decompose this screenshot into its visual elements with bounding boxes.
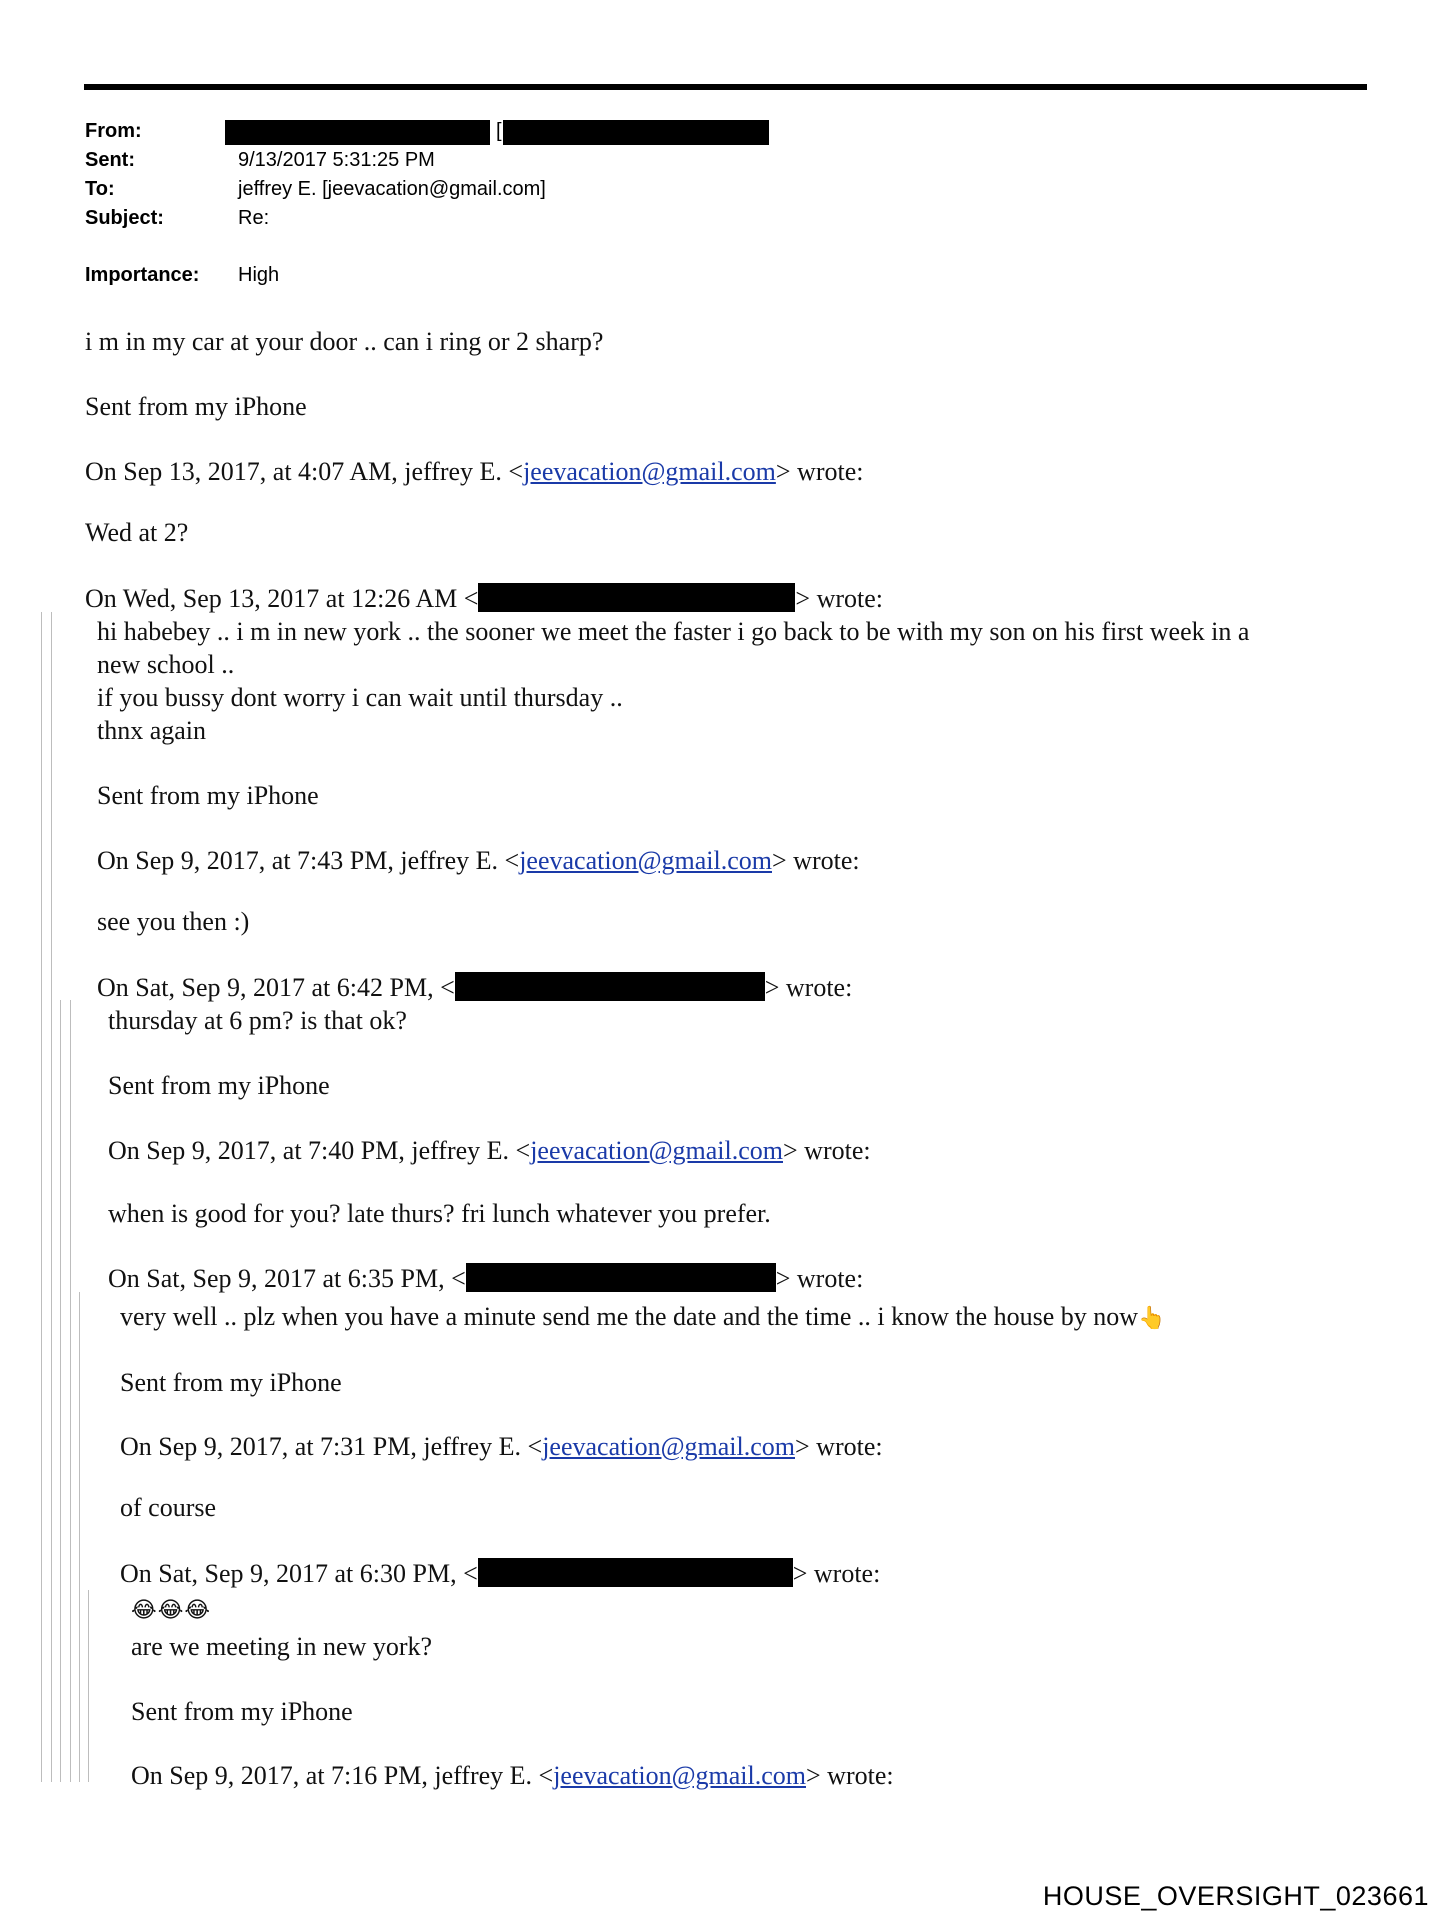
from-label: From: bbox=[85, 120, 142, 142]
top-rule bbox=[84, 84, 1367, 90]
reply-header-suffix: > wrote: bbox=[792, 1559, 881, 1588]
reply-header-prefix: On Sep 13, 2017, at 4:07 AM, jeffrey E. < bbox=[85, 457, 524, 486]
redaction-bar bbox=[455, 972, 765, 1001]
signature: Sent from my iPhone bbox=[97, 781, 319, 810]
reply-header-suffix: > wrote: bbox=[775, 1264, 864, 1293]
message-body: see you then :) bbox=[97, 907, 250, 936]
message-body: of course bbox=[120, 1493, 217, 1522]
redaction-bar bbox=[225, 120, 490, 145]
signature: Sent from my iPhone bbox=[85, 392, 307, 421]
message-line: new school .. bbox=[97, 650, 235, 679]
reply-header-suffix: > wrote: bbox=[806, 1761, 894, 1790]
reply-header-prefix: On Sat, Sep 9, 2017 at 6:30 PM, < bbox=[120, 1559, 478, 1588]
reply-header-suffix: > wrote: bbox=[772, 846, 860, 875]
to-label: To: bbox=[85, 178, 115, 200]
emoji-line bbox=[131, 1592, 211, 1627]
message-line: thnx again bbox=[97, 716, 207, 745]
importance-label: Importance: bbox=[85, 264, 200, 286]
reply-header bbox=[97, 844, 860, 877]
redaction-bar bbox=[478, 1558, 793, 1587]
redaction-bar bbox=[503, 120, 769, 145]
quote-bar bbox=[88, 1590, 89, 1782]
subject-label: Subject: bbox=[85, 207, 164, 229]
email-link[interactable]: jeevacation@gmail.com bbox=[523, 457, 776, 486]
bates-number: HOUSE_OVERSIGHT_023661 bbox=[1042, 1881, 1429, 1911]
message-line: hi habebey .. i m in new york .. the sooner we meet the faster i go back to be with my son on his first week in a bbox=[97, 617, 1250, 646]
message-body: very well .. plz when you have a minute send me the date and the time .. i know the house by now bbox=[120, 1302, 1139, 1331]
reply-header bbox=[85, 582, 883, 615]
reply-header-prefix: On Sat, Sep 9, 2017 at 6:42 PM, < bbox=[97, 973, 455, 1002]
message-body: when is good for you? late thurs? fri lunch whatever you prefer. bbox=[108, 1199, 771, 1228]
reply-header-suffix: > wrote: bbox=[783, 1136, 871, 1165]
quote-bar bbox=[70, 1000, 71, 1782]
reply-header-suffix: > wrote: bbox=[764, 973, 853, 1002]
reply-header bbox=[97, 971, 852, 1004]
quote-bar bbox=[60, 1000, 61, 1782]
reply-header-prefix: On Sat, Sep 9, 2017 at 6:35 PM, < bbox=[108, 1264, 466, 1293]
email-link[interactable]: jeevacation@gmail.com bbox=[530, 1136, 783, 1165]
reply-header-prefix: On Sep 9, 2017, at 7:16 PM, jeffrey E. < bbox=[131, 1761, 554, 1790]
reply-header bbox=[108, 1134, 871, 1167]
email-link[interactable]: jeevacation@gmail.com bbox=[519, 846, 772, 875]
redaction-bar bbox=[466, 1263, 776, 1292]
email-link[interactable]: jeevacation@gmail.com bbox=[553, 1761, 806, 1790]
sent-value: 9/13/2017 5:31:25 PM bbox=[238, 149, 435, 171]
reply-header bbox=[120, 1430, 883, 1463]
signature: Sent from my iPhone bbox=[120, 1368, 342, 1397]
redaction-bar bbox=[478, 583, 795, 612]
reply-header-prefix: On Sep 9, 2017, at 7:31 PM, jeffrey E. < bbox=[120, 1432, 543, 1461]
reply-header-suffix: > wrote: bbox=[795, 584, 884, 613]
bracket-mark: [ bbox=[496, 120, 502, 142]
reply-header bbox=[131, 1759, 894, 1792]
reply-header bbox=[120, 1557, 880, 1590]
message-line bbox=[120, 1300, 1165, 1335]
reply-header-prefix: On Sep 9, 2017, at 7:40 PM, jeffrey E. < bbox=[108, 1136, 531, 1165]
pointing-hand-icon: 👆 bbox=[1138, 1306, 1166, 1331]
importance-value: High bbox=[238, 264, 280, 286]
quote-bar bbox=[51, 612, 52, 1782]
reply-header bbox=[108, 1262, 863, 1295]
quote-bar bbox=[41, 612, 42, 1782]
message-body: thursday at 6 pm? is that ok? bbox=[108, 1006, 407, 1035]
message-body: i m in my car at your door .. can i ring or 2 sharp? bbox=[85, 327, 604, 356]
message-body: are we meeting in new york? bbox=[131, 1632, 433, 1661]
reply-header-prefix: On Wed, Sep 13, 2017 at 12:26 AM < bbox=[85, 584, 479, 613]
reply-header bbox=[85, 455, 863, 488]
email-link[interactable]: jeevacation@gmail.com bbox=[542, 1432, 795, 1461]
message-body: Wed at 2? bbox=[85, 518, 189, 547]
subject-value: Re: bbox=[238, 207, 270, 229]
reply-header-suffix: > wrote: bbox=[795, 1432, 883, 1461]
laughing-face-icon: 😂😂😂 bbox=[131, 1598, 212, 1623]
signature: Sent from my iPhone bbox=[108, 1071, 330, 1100]
sent-label: Sent: bbox=[85, 149, 135, 171]
to-value: jeffrey E. [jeevacation@gmail.com] bbox=[238, 178, 546, 200]
reply-header-prefix: On Sep 9, 2017, at 7:43 PM, jeffrey E. < bbox=[97, 846, 520, 875]
quote-bar bbox=[79, 1292, 80, 1782]
message-line: if you bussy dont worry i can wait until thursday .. bbox=[97, 683, 623, 712]
signature: Sent from my iPhone bbox=[131, 1697, 353, 1726]
reply-header-suffix: > wrote: bbox=[775, 457, 864, 486]
